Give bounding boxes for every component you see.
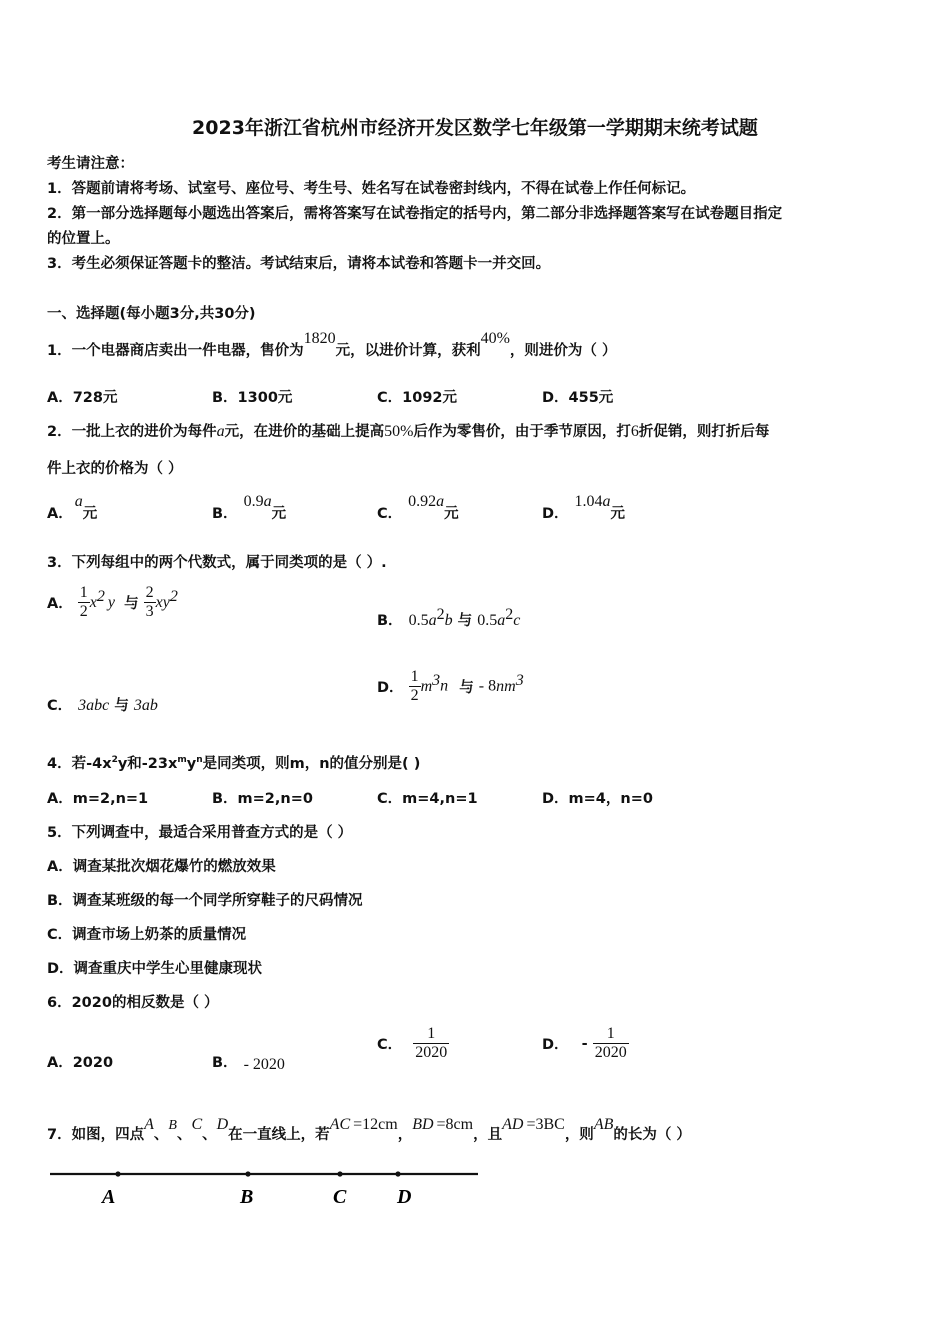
q7-text-c: ，且 (473, 1127, 503, 1143)
separator: 、 (153, 1127, 169, 1143)
question-3-stem: 3．下列每组中的两个代数式，属于同类项的是（ ）. (47, 555, 387, 571)
point-c-dot (337, 1171, 342, 1176)
q2-text-b: 元，在进价的基础上提高 (224, 424, 385, 440)
segment-ab: AB (593, 1116, 614, 1133)
q6-choice-b[interactable] (212, 1051, 285, 1072)
q2-choice-d[interactable] (542, 493, 626, 523)
q3-choice-d[interactable] (377, 668, 524, 705)
q5-choice-a[interactable]: A．调查某批次烟花爆竹的燃放效果 (47, 859, 276, 875)
q3-choice-b[interactable] (377, 606, 521, 630)
choice-label: A． (47, 506, 73, 522)
choice-label: A． (47, 596, 73, 612)
q1-choice-a[interactable]: A．728元 (47, 390, 118, 406)
q1-text-a: 1．一个电器商店卖出一件电器，售价为 (47, 343, 304, 359)
exponent: 2 (436, 606, 445, 623)
point-b: B (168, 1118, 177, 1133)
xy-term: $xy^2$ (155, 587, 178, 611)
choice-label: C． (377, 1037, 403, 1053)
segment-ac: AC (329, 1116, 351, 1133)
n-var: n (440, 677, 449, 695)
numerator: 1 (79, 584, 88, 601)
c-var: c (513, 612, 521, 629)
q4-text-b: y和-23x (117, 756, 178, 772)
unit: 元 (610, 506, 626, 522)
denominator: 2 (79, 603, 88, 620)
q5-choice-d[interactable]: D．调查重庆中学生心里健康现状 (47, 961, 263, 977)
coef: 0.5 (477, 612, 498, 629)
b-var: b (444, 612, 453, 629)
q1-percent: 40% (480, 330, 510, 347)
fraction (78, 584, 90, 621)
choice-label: C． (377, 506, 403, 522)
denominator: 2 (410, 687, 419, 704)
q2-text-c: 后作为零售价，由于季节原因，打 (413, 424, 631, 440)
point-b-dot (245, 1171, 250, 1176)
q2-a-expr: a (74, 493, 83, 510)
question-1-stem (47, 330, 617, 360)
q2-line-2: 件上衣的价格为（ ） (47, 461, 183, 477)
q2-c-var: a (436, 493, 445, 510)
q2-choice-c[interactable] (377, 493, 459, 523)
choice-label: D． (542, 506, 569, 522)
q6-choice-d[interactable] (542, 1025, 629, 1062)
left-term: 3abc (78, 697, 110, 714)
unit: 元 (271, 506, 287, 522)
page-title: 2023年浙江省杭州市经济开发区数学七年级第一学期期末统考试题 (192, 117, 758, 139)
line-figure (0, 1160, 520, 1220)
minus-sign: - (581, 1035, 588, 1052)
ad-value: =3BC (526, 1116, 565, 1133)
separator: 、 (176, 1127, 192, 1143)
notice-heading: 考生请注意： (47, 156, 134, 172)
q5-choice-b[interactable]: B．调查某班级的每一个同学所穿鞋子的尺码情况 (47, 893, 363, 909)
point-a-dot (115, 1171, 120, 1176)
q6-b-value: - 2020 (243, 1056, 285, 1073)
point-c: C (191, 1116, 203, 1133)
point-a: A (144, 1116, 154, 1133)
exponent: n (196, 755, 203, 765)
coef: 0.5 (408, 612, 429, 629)
q2-discount: 6 (630, 423, 639, 440)
notice-item-1: 1．答题前请将考场、试室号、座位号、考生号、姓名写在试卷密封线内，不得在试卷上作任何标记。 (47, 181, 696, 197)
q2-text-d: 折促销，则打折后每 (638, 424, 770, 440)
right-term: 3ab (133, 697, 158, 714)
fraction (593, 1025, 629, 1062)
q4-text-c: y (186, 756, 197, 772)
exponent: 2 (505, 606, 514, 623)
q7-text-e: 的长为（ ） (613, 1127, 691, 1143)
choice-label: D． (542, 1037, 569, 1053)
q7-text-b: 在一直线上，若 (228, 1127, 330, 1143)
exponent: m (177, 755, 187, 765)
q1-text-c: ，则进价为（ ） (509, 343, 617, 359)
q1-choice-d[interactable]: D．455元 (542, 390, 614, 406)
q2-choice-a[interactable] (47, 493, 98, 523)
section-heading: 一、选择题(每小题3分,共30分) (47, 306, 256, 322)
question-6-stem: 6．2020的相反数是（ ） (47, 995, 219, 1011)
x-var: $x^2$ (89, 587, 105, 611)
m-var: $m^3$ (420, 671, 441, 695)
point-d-dot (395, 1171, 400, 1176)
q2-d-coef: 1.04 (574, 493, 603, 510)
question-4-stem (47, 752, 420, 773)
nm-term: $nm^3$ (496, 671, 524, 695)
q4-choice-b[interactable]: B．m=2,n=0 (212, 791, 313, 807)
q6-choice-a[interactable]: A．2020 (47, 1055, 114, 1071)
q2-c-coef: 0.92 (408, 493, 437, 510)
q2-percent: 50% (384, 423, 414, 440)
denominator: 3 (145, 603, 154, 620)
separator: ， (397, 1127, 413, 1143)
a-var: a (497, 612, 506, 629)
numerator: 1 (427, 1025, 436, 1042)
choice-label: C． (47, 698, 73, 714)
a-var: a (428, 612, 437, 629)
exponent: 2 (111, 755, 118, 765)
q6-choice-c[interactable] (377, 1025, 449, 1062)
unit: 元 (444, 506, 459, 522)
q2-choice-b[interactable] (212, 493, 287, 523)
q4-text-a: 4．若-4x (47, 756, 112, 772)
q1-choice-c[interactable]: C．1092元 (377, 390, 457, 406)
notice-item-2a: 2．第一部分选择题每小题选出答案后，需将答案写在试卷指定的括号内，第二部分非选择题答案写在试卷题目指定 (47, 206, 783, 222)
y-var: y (107, 593, 116, 611)
choice-label: B． (212, 1055, 238, 1071)
figure-label-b: B (240, 1186, 254, 1208)
segment-bd: BD (412, 1116, 434, 1133)
q4-choice-c[interactable]: C．m=4,n=1 (377, 791, 478, 807)
question-2-stem (47, 420, 769, 441)
and-word: 与 (457, 613, 473, 629)
q2-var: a (216, 423, 225, 440)
notice-item-3: 3．考生必须保证答题卡的整洁。考试结束后，请将本试卷和答题卡一并交回。 (47, 256, 551, 272)
q7-text-d: ，则 (564, 1127, 594, 1143)
q2-text-a: 2．一批上衣的进价为每件 (47, 424, 217, 440)
point-d: D (216, 1116, 229, 1133)
ac-value: =12cm (353, 1116, 398, 1133)
q3-choice-c[interactable] (47, 694, 158, 715)
separator: 、 (202, 1127, 217, 1143)
q2-b-var: a (263, 493, 272, 510)
and-word: 与 (459, 680, 474, 696)
q2-b-coef: 0.9 (243, 493, 264, 510)
and-word: 与 (124, 596, 139, 612)
bd-value: =8cm (436, 1116, 474, 1133)
choice-label: B． (212, 506, 238, 522)
choice-label: B． (377, 613, 403, 629)
fraction (409, 668, 421, 705)
numerator: 2 (145, 584, 154, 601)
segment-ad: AD (502, 1116, 524, 1133)
numerator: 1 (606, 1025, 615, 1042)
q5-choice-c[interactable]: C．调查市场上奶茶的质量情况 (47, 927, 247, 943)
q4-choice-a[interactable]: A．m=2,n=1 (47, 791, 149, 807)
q7-text-a: 7．如图，四点 (47, 1127, 145, 1143)
q4-text-d: 是同类项，则m，n的值分别是( ) (202, 756, 421, 772)
denominator: 2020 (415, 1044, 448, 1061)
q1-price: 1820 (303, 330, 336, 347)
question-7-stem (47, 1116, 691, 1144)
figure-label-a: A (102, 1186, 116, 1208)
notice-item-2b: 的位置上。 (47, 231, 120, 247)
choice-label: D． (377, 680, 404, 696)
coef: - 8 (478, 677, 497, 695)
denominator: 2020 (594, 1044, 627, 1061)
q1-text-b: 元，以进价计算，获利 (335, 343, 481, 359)
unit: 元 (82, 506, 98, 522)
and-word: 与 (114, 698, 129, 714)
fraction (413, 1025, 449, 1062)
q2-d-var: a (602, 493, 611, 510)
figure-label-d: D (397, 1186, 412, 1208)
figure-label-c: C (333, 1186, 347, 1208)
numerator: 1 (410, 668, 419, 685)
fraction (144, 584, 156, 621)
q1-choice-b[interactable]: B．1300元 (212, 390, 293, 406)
q3-choice-a[interactable] (47, 584, 178, 621)
q4-choice-d[interactable]: D．m=4，n=0 (542, 791, 653, 807)
question-5-stem: 5．下列调查中，最适合采用普查方式的是（ ） (47, 825, 353, 841)
